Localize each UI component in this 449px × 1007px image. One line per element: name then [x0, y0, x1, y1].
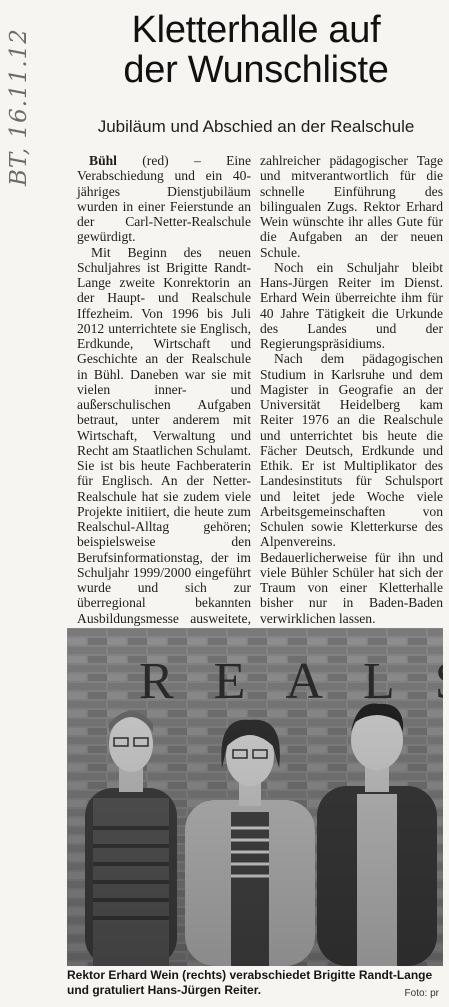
paragraph-continued: zahlreicher pädagogischer Tage und mitverantwortlich für die schnelle Einführung des bilingualen Zugs. Rektor Erhard Wein wünschte ihr alles Gute für die Aufgaben an der neuen Schule. [260, 153, 443, 260]
article-subheadline: Jubiläum und Abschied an der Realschule [97, 117, 415, 136]
dateline-location: Bühl [89, 153, 117, 168]
article-column-2 [260, 153, 443, 626]
article-column-1 [77, 153, 251, 672]
photo-illustration [67, 628, 443, 966]
handwritten-note-text: BT, 16.11.12 [6, 28, 32, 186]
paragraph-randt-lange: Mit Beginn des neuen Schuljahres ist Brigitte Randt-Lange zweite Konrektorin an der Haupt- und Realschule Iffezheim. Von 1996 bis Juli 2012 unterrichtete sie Englisch, Erdkunde, Wirtschaft und Geschichte an der Realschule in Bühl. Daneben war sie mit vielen inner- und außerschulischen Aufgaben betraut, unter anderem mit Wirtschaft, Verwaltung und Recht am Staatlichen Schulamt. Sie ist bis heute Fachberaterin für Englisch. An der Netter-Realschule hat sie zudem viele Projekte initiiert, die heute zum Realschul-Alltag gehören; beispielsweise den Berufsinformationstag, der im Schuljahr 1999/2000 eingeführt wurde und sich zur überregional bekannten Ausbildungsmesse ausweitete, [77, 244, 251, 626]
paragraph-intro [77, 153, 251, 245]
paragraph-reiter-career: Nach dem pädagogischen Studium in Karlsruhe und dem Magister in Geografie an der Universität Heidelberg kam Reiter 1976 an die Realschule und unterrichtet bis heute die Fächer Deutsch, Erdkunde und Ethik. Er ist Multiplikator des Landesinstituts für Schulsport und leitet jede Woche viele Arbeitsgemeinschaften von Schulen sowie Kletterkurse des Alpenvereins. Bedauerlicherweise für ihn und viele Bühler Schüler hat sich der Traum von einer Kletterhalle bisher nur in Baden-Baden verwirklichen lassen. [260, 351, 443, 626]
article-headline [70, 10, 442, 90]
headline-line-1: Kletterhalle auf [131, 9, 381, 51]
photo-caption: Rektor Erhard Wein (rechts) verabschiedet Brigitte Randt-Lange und gratuliert Hans-Jürgen Reiter. [67, 968, 433, 997]
headline-line-2: der Wunschliste [123, 49, 389, 91]
handwritten-date-note [2, 28, 48, 300]
article-photo [67, 628, 443, 966]
photo-credit: Foto: pr [404, 988, 439, 999]
intro-text: (red) – Eine Verabschiedung und ein 40-jähriges Dienstjubiläum wurden in einer Feierstunde an der Carl-Netter-Realschule gewürdigt. [77, 153, 251, 245]
paragraph-reiter-anniversary: Noch ein Schuljahr bleibt Hans-Jürgen Reiter im Dienst. Erhard Wein überreichte ihm für 40 Jahre Tätigkeit die Urkunde des Landes und der Regierungspräsidiums. [260, 259, 443, 351]
